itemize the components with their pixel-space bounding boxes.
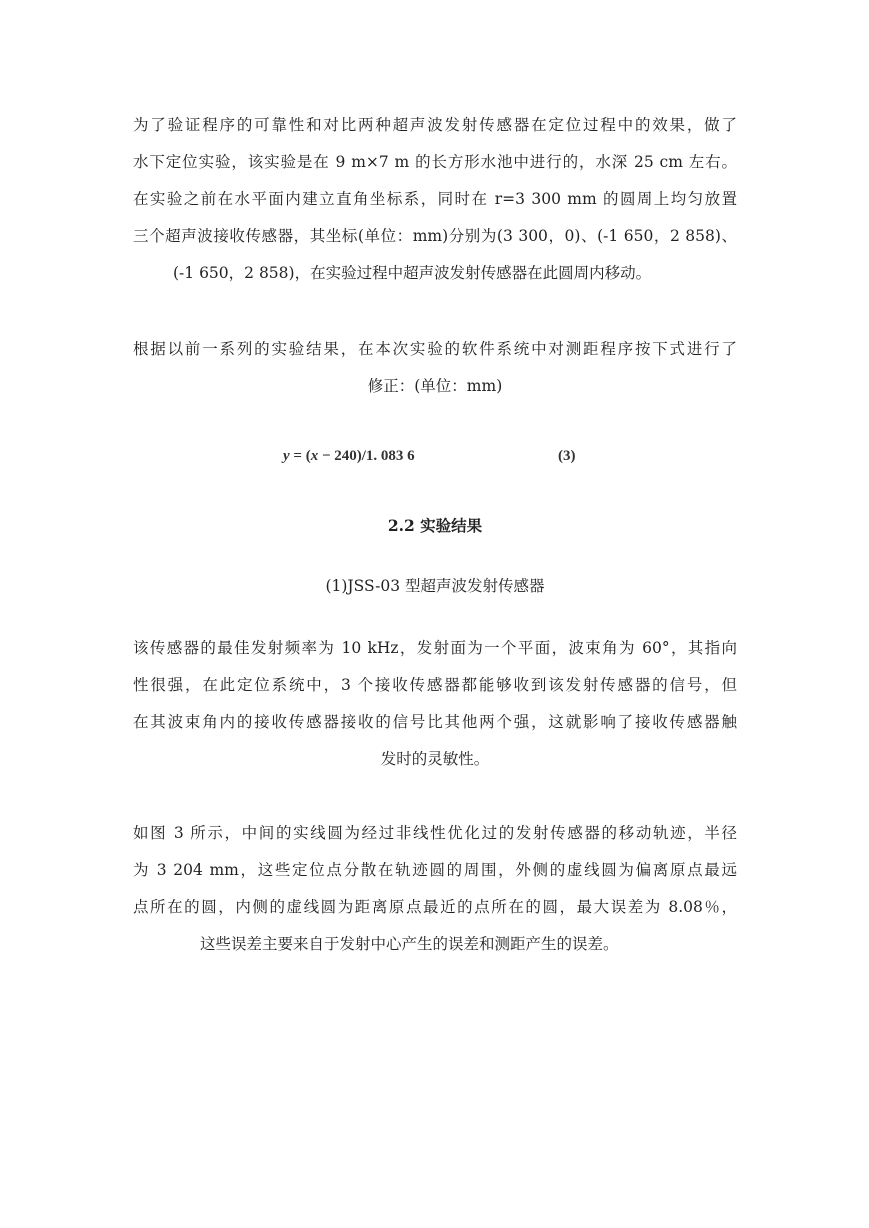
text-line: 性很强，在此定位系统中，3 个接收传感器都能够收到该发射传感器的信号，但 xyxy=(133,676,737,694)
formula-eq-open: = ( xyxy=(289,448,311,464)
subheading-block xyxy=(133,568,737,605)
text-line: 在其波束角内的接收传感器接收的信号比其他两个强，这就影响了接收传感器触 xyxy=(133,713,737,731)
text-line: 如图 3 所示，中间的实线圆为经过非线性优化过的发射传感器的移动轨迹，半径 xyxy=(133,824,737,842)
formula-number: (3) xyxy=(558,448,576,464)
text-line: 水下定位实验，该实验是在 9 m×7 m 的长方形水池中进行的，水深 25 cm 左右。 xyxy=(133,153,737,171)
text-line: 发时的灵敏性。 xyxy=(380,750,490,768)
text-line: 三个超声波接收传感器，其坐标(单位：mm)分别为(3 300，0)、(-1 650，2 858)、 xyxy=(133,227,737,245)
formula-rest: − 240)/1. 083 6 xyxy=(318,448,415,464)
formula-equation-3 xyxy=(283,440,593,476)
section-heading: 2.2 实验结果 xyxy=(387,516,483,535)
text-line: 根据以前一系列的实验结果，在本次实验的软件系统中对测距程序按下式进行了 xyxy=(133,340,737,358)
text-line: 为了验证程序的可靠性和对比两种超声波发射传感器在定位过程中的效果，做了 xyxy=(133,116,737,134)
formula-expression xyxy=(283,448,415,465)
section-heading-block xyxy=(133,507,737,544)
text-line: 点所在的圆，内侧的虚线圆为距离原点最近的点所在的圆，最大误差为 8.08％， xyxy=(133,898,737,916)
paragraph-experiment-setup xyxy=(133,107,737,292)
formula-var-x: x xyxy=(310,448,319,464)
text-line: 在实验之前在水平面内建立直角坐标系，同时在 r=3 300 mm 的圆周上均匀放置 xyxy=(133,190,737,208)
paragraph-sensor-description xyxy=(133,630,737,778)
formula-var-y: y xyxy=(283,448,290,464)
paragraph-correction xyxy=(133,331,737,405)
text-line: 为 3 204 mm，这些定位点分散在轨迹圆的周围，外侧的虚线圆为偏离原点最远 xyxy=(133,861,737,879)
paragraph-figure-analysis xyxy=(133,815,737,963)
text-line: 该传感器的最佳发射频率为 10 kHz，发射面为一个平面，波束角为 60°，其指向 xyxy=(133,639,737,657)
text-line: 这些误差主要来自于发射中心产生的误差和测距产生的误差。 xyxy=(200,935,619,953)
text-line: (-1 650，2 858)，在实验过程中超声波发射传感器在此圆周内移动。 xyxy=(173,264,652,282)
text-line: 修正：(单位：mm) xyxy=(367,377,503,395)
subheading: (1)JSS-03 型超声波发射传感器 xyxy=(325,577,545,595)
